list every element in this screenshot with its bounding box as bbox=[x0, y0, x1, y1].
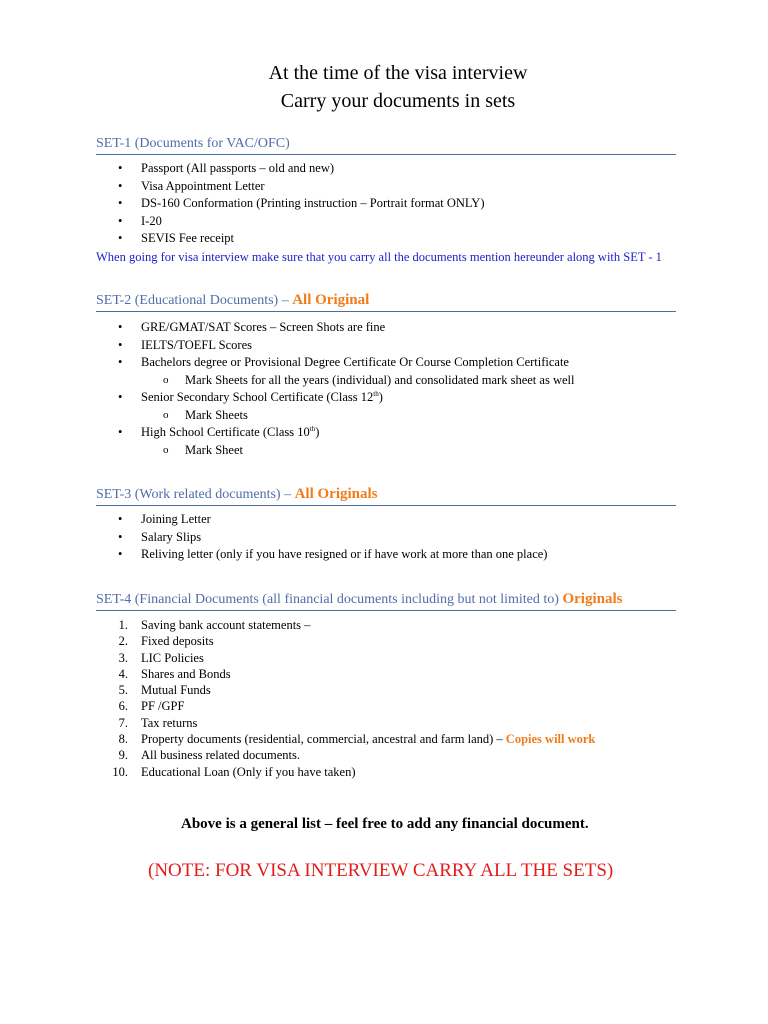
list-item bbox=[108, 715, 595, 731]
summary-text: Above is a general list – feel free to add any financial document. bbox=[181, 816, 589, 832]
sub-list-item-text: Mark Sheets for all the years (individual) and consolidated mark sheet as well bbox=[185, 372, 575, 387]
sub-list-item-text: Mark Sheets bbox=[185, 407, 248, 422]
list-item bbox=[108, 650, 595, 666]
list-item bbox=[118, 178, 485, 196]
list-item-text: Educational Loan (Only if you have taken) bbox=[141, 764, 356, 779]
list-item-text: Saving bank account statements – bbox=[141, 618, 311, 632]
list-item-text: Senior Secondary School Certificate (Class 12 bbox=[141, 390, 374, 404]
circle-bullet-icon: o bbox=[163, 443, 169, 456]
set2-list bbox=[118, 319, 574, 459]
list-number: 2. bbox=[118, 634, 128, 649]
bullet-icon: • bbox=[118, 231, 123, 245]
list-item bbox=[108, 731, 595, 747]
list-item bbox=[118, 546, 547, 564]
list-number: 4. bbox=[118, 666, 128, 681]
bullet-icon: • bbox=[118, 337, 123, 352]
sub-list-item bbox=[118, 372, 574, 390]
list-item bbox=[118, 337, 574, 355]
list-item bbox=[118, 230, 485, 248]
list-number: 1. bbox=[118, 618, 128, 632]
set4-list bbox=[108, 617, 595, 780]
list-number: 9. bbox=[118, 748, 128, 763]
list-number: 5. bbox=[118, 683, 128, 698]
list-item-text: SEVIS Fee receipt bbox=[141, 231, 235, 245]
list-item-text: Fixed deposits bbox=[141, 634, 214, 649]
set1-heading-text: SET-1 (Documents for VAC/OFC) bbox=[96, 136, 290, 151]
list-item bbox=[108, 682, 595, 698]
set4-heading-emphasis: Originals bbox=[562, 591, 623, 607]
set1-heading bbox=[96, 134, 676, 155]
set3-heading-text: SET-3 (Work related documents) – bbox=[96, 487, 295, 502]
list-item-text: GRE/GMAT/SAT Scores – Screen Shots are fine bbox=[141, 320, 386, 334]
list-item-text: Passport (All passports – old and new) bbox=[141, 161, 335, 175]
list-item bbox=[118, 511, 547, 529]
bullet-icon: • bbox=[118, 529, 123, 544]
superscript: th bbox=[309, 424, 316, 433]
list-item-text: PF /GPF bbox=[141, 699, 185, 714]
list-item bbox=[118, 213, 485, 231]
bullet-icon: • bbox=[118, 161, 123, 175]
list-item bbox=[108, 617, 595, 633]
list-item-text: IELTS/TOEFL Scores bbox=[141, 337, 252, 352]
list-item-text: Reliving letter (only if you have resigned or if have work at more than one place) bbox=[141, 547, 548, 561]
blue-instruction-note: When going for visa interview make sure that you carry all the documents mention hereunder along with SET - 1 bbox=[96, 250, 662, 264]
list-item bbox=[108, 764, 595, 780]
list-item-text: Bachelors degree or Provisional Degree Certificate Or Course Completion Certificate bbox=[141, 355, 569, 369]
bullet-icon: • bbox=[118, 425, 123, 439]
page-title: At the time of the visa interview bbox=[268, 62, 528, 84]
bullet-icon: • bbox=[118, 178, 123, 193]
list-item bbox=[118, 354, 574, 372]
list-number: 10. bbox=[112, 764, 128, 779]
list-item-text-end: ) bbox=[315, 425, 320, 439]
list-number: 8. bbox=[118, 732, 128, 747]
set1-list bbox=[118, 160, 485, 248]
list-item-text: LIC Policies bbox=[141, 650, 204, 665]
list-item bbox=[118, 424, 574, 442]
list-number: 6. bbox=[118, 699, 128, 714]
list-item bbox=[118, 160, 485, 178]
list-item-text: DS-160 Conformation (Printing instruction – Portrait format ONLY) bbox=[141, 196, 485, 210]
list-item bbox=[108, 698, 595, 714]
circle-bullet-icon: o bbox=[163, 408, 169, 421]
bullet-icon: • bbox=[118, 390, 123, 404]
copies-will-work-emphasis: Copies will work bbox=[505, 732, 596, 747]
bullet-icon: • bbox=[118, 213, 123, 228]
set2-heading-text: SET-2 (Educational Documents) – bbox=[96, 293, 293, 308]
list-item-text: Shares and Bonds bbox=[141, 666, 231, 681]
list-item-text: Property documents (residential, commercial, ancestral and farm land) – bbox=[141, 732, 506, 747]
sub-list-item-text: Mark Sheet bbox=[185, 442, 243, 457]
bullet-icon: • bbox=[118, 512, 123, 526]
list-item bbox=[108, 747, 595, 763]
list-item bbox=[118, 195, 485, 213]
bullet-icon: • bbox=[118, 320, 123, 334]
list-number: 7. bbox=[118, 715, 128, 730]
set3-heading-emphasis: All Originals bbox=[294, 486, 378, 502]
set4-heading bbox=[96, 590, 676, 611]
list-number: 3. bbox=[118, 650, 128, 665]
set3-heading bbox=[96, 485, 676, 506]
set4-heading-text: SET-4 (Financial Documents (all financial documents including but not limited to) bbox=[96, 592, 563, 607]
list-item bbox=[118, 319, 574, 337]
superscript: th bbox=[373, 389, 379, 398]
list-item-text-end: ) bbox=[378, 390, 383, 404]
page-subtitle: Carry your documents in sets bbox=[280, 90, 516, 112]
list-item-text: High School Certificate (Class 10 bbox=[141, 425, 310, 439]
set2-heading bbox=[96, 291, 676, 312]
list-item-text: Mutual Funds bbox=[141, 683, 211, 698]
sub-list-item bbox=[118, 407, 574, 425]
set3-list bbox=[118, 511, 547, 564]
list-item bbox=[118, 529, 547, 547]
list-item-text: I-20 bbox=[141, 213, 162, 228]
bullet-icon: • bbox=[118, 547, 123, 561]
list-item-text: Joining Letter bbox=[141, 512, 211, 526]
list-item-text: Tax returns bbox=[141, 715, 198, 730]
final-note: (NOTE: FOR VISA INTERVIEW CARRY ALL THE SETS) bbox=[148, 860, 614, 881]
bullet-icon: • bbox=[118, 196, 123, 210]
circle-bullet-icon: o bbox=[163, 373, 169, 386]
sub-list-item bbox=[118, 442, 574, 460]
list-item-text: All business related documents. bbox=[141, 748, 300, 763]
list-item bbox=[118, 389, 574, 407]
bullet-icon: • bbox=[118, 355, 123, 369]
list-item bbox=[108, 633, 595, 649]
set2-heading-emphasis: All Original bbox=[292, 292, 370, 308]
list-item-text: Visa Appointment Letter bbox=[141, 178, 265, 193]
list-item bbox=[108, 666, 595, 682]
list-item-text: Salary Slips bbox=[141, 529, 202, 544]
